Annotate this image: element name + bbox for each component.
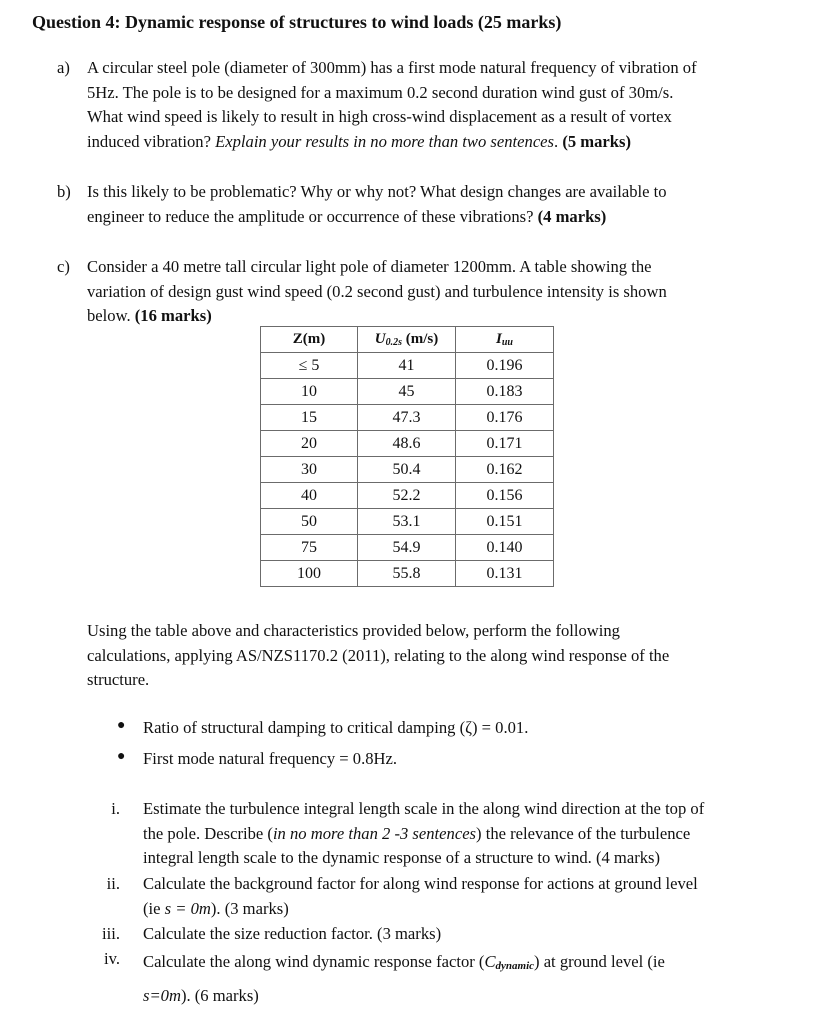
intro-paragraph xyxy=(87,619,669,693)
part-a-label: a) xyxy=(57,58,70,77)
bullet-damping: Ratio of structural damping to critical damping (ζ) = 0.01. xyxy=(143,718,529,737)
table-row xyxy=(261,457,554,483)
part-a-text xyxy=(87,56,697,154)
table-cell: 75 xyxy=(261,535,358,561)
bullet-frequency: First mode natural frequency = 0.8Hz. xyxy=(143,749,398,768)
part-a-marks: (5 marks) xyxy=(562,131,631,151)
part-c-label: c) xyxy=(57,257,70,276)
part-a-line: induced vibration? Explain your results in no more than two sentences. (5 marks) xyxy=(87,131,631,151)
intro-line: calculations, applying AS/NZS1170.2 (2011), relating to the along wind response of the xyxy=(87,645,670,665)
part-a-italic: Explain your results in no more than two sentences xyxy=(215,131,555,151)
table-cell: 15 xyxy=(261,405,358,431)
part-b-line: Is this likely to be problematic? Why or why not? What design changes are available to xyxy=(87,182,667,201)
table-cell: 10 xyxy=(261,379,358,405)
table-cell: 55.8 xyxy=(358,561,456,587)
table-cell: ≤ 5 xyxy=(261,353,358,379)
table-cell: 41 xyxy=(358,353,456,379)
table-cell: 50.4 xyxy=(358,457,456,483)
table-cell: 47.3 xyxy=(358,405,456,431)
table-cell: 45 xyxy=(358,379,456,405)
table-cell: 0.171 xyxy=(456,431,554,457)
table-row xyxy=(261,535,554,561)
part-c-text xyxy=(87,255,667,329)
table-cell: 52.2 xyxy=(358,483,456,509)
table-header-row xyxy=(261,327,554,353)
table-cell: 0.156 xyxy=(456,483,554,509)
sub-i-text: Estimate the turbulence integral length scale in the along wind direction at the top of the pole. Describe (in no more than 2 -3 sentences) the relevance of the turbulence integral length scale to the dynamic response of a structure to wind. (4 marks) xyxy=(143,799,705,867)
table-row xyxy=(261,483,554,509)
table-row xyxy=(261,561,554,587)
table-cell: 0.183 xyxy=(456,379,554,405)
part-c-line: below. (16 marks) xyxy=(87,306,212,325)
question-title: Question 4: Dynamic response of structures to wind loads (25 marks) xyxy=(32,12,562,32)
table-cell: 0.162 xyxy=(456,457,554,483)
part-c-marks: (16 marks) xyxy=(134,306,212,325)
part-b-marks: (4 marks) xyxy=(537,206,607,226)
table-cell: 50 xyxy=(261,509,358,535)
bullet-icon: ● xyxy=(117,749,126,764)
sub-iv-label: iv. xyxy=(104,949,120,968)
intro-line: Using the table above and characteristics provided below, perform the following xyxy=(87,621,620,640)
table-cell: 20 xyxy=(261,431,358,457)
part-b-label: b) xyxy=(57,182,71,201)
part-b-text xyxy=(87,180,667,229)
sub-iii-text: Calculate the size reduction factor. (3 marks) xyxy=(143,924,442,943)
part-c-line: Consider a 40 metre tall circular light pole of diameter 1200mm. A table showing the xyxy=(87,257,652,276)
part-a-line: A circular steel pole (diameter of 300mm) has a first mode natural frequency of vibration of xyxy=(87,58,697,77)
table-cell: 0.151 xyxy=(456,509,554,535)
header-height: Z(m) xyxy=(261,327,358,353)
table-cell: 40 xyxy=(261,483,358,509)
table-row xyxy=(261,353,554,379)
header-gust-speed: $U_{0.2s}$ (m/s) xyxy=(358,327,456,353)
sub-iii-label: iii. xyxy=(102,924,120,943)
table-cell: 0.131 xyxy=(456,561,554,587)
sub-i-label: i. xyxy=(111,799,120,818)
table-cell: 48.6 xyxy=(358,431,456,457)
bullet-icon: ● xyxy=(117,718,126,733)
part-a-line: What wind speed is likely to result in high cross-wind displacement as a result of vortex xyxy=(87,107,672,126)
table-cell: 0.196 xyxy=(456,353,554,379)
table-row xyxy=(261,379,554,405)
part-c-line: variation of design gust wind speed (0.2 second gust) and turbulence intensity is shown xyxy=(87,281,667,301)
table-row xyxy=(261,431,554,457)
part-b-line: engineer to reduce the amplitude or occurrence of these vibrations? (4 marks) xyxy=(87,206,607,226)
table-cell: 54.9 xyxy=(358,535,456,561)
table-cell: 30 xyxy=(261,457,358,483)
table-row xyxy=(261,405,554,431)
sub-ii-text: Calculate the background factor for along wind response for actions at ground level (ie s = 0m). (3 marks) xyxy=(143,874,698,918)
table-cell: 0.176 xyxy=(456,405,554,431)
sub-ii-label: ii. xyxy=(106,874,120,893)
sub-iv-text: Calculate the along wind dynamic response factor (Cdynamic) at ground level (ie s=0m). (6 marks) xyxy=(143,952,665,1005)
table-cell: 100 xyxy=(261,561,358,587)
table-row xyxy=(261,509,554,535)
header-turbulence: $I_{uu}$ xyxy=(456,327,554,353)
table-cell: 0.140 xyxy=(456,535,554,561)
intro-line: structure. xyxy=(87,670,150,689)
table-cell: 53.1 xyxy=(358,509,456,535)
wind-speed-table xyxy=(260,326,554,587)
part-a-line: 5Hz. The pole is to be designed for a maximum 0.2 second duration wind gust of 30m/s. xyxy=(87,82,674,102)
